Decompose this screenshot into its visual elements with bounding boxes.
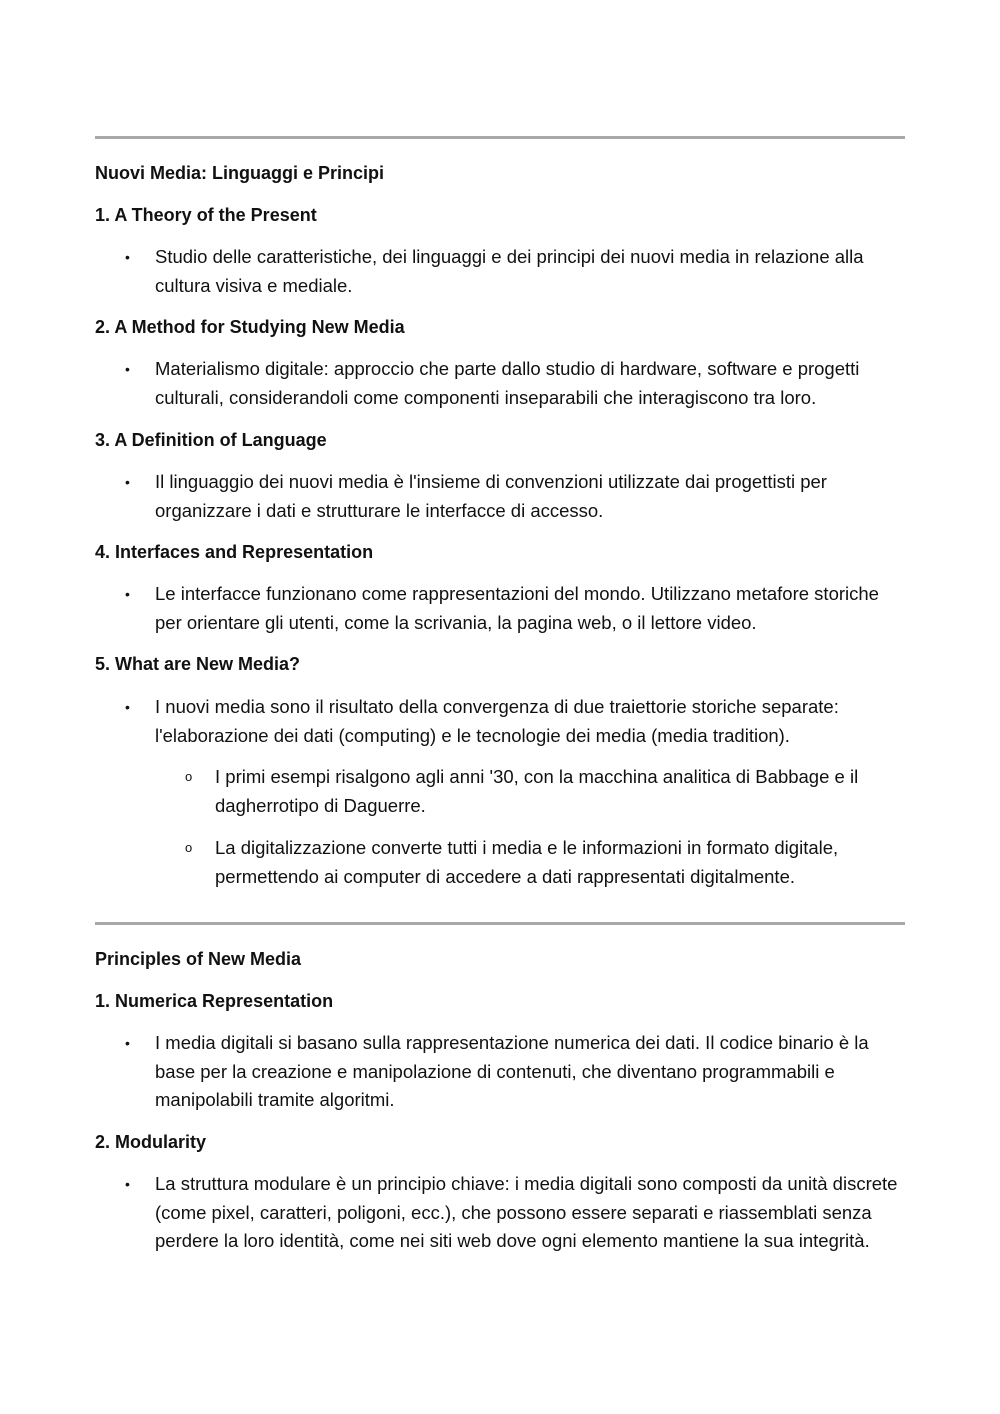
list-item: La struttura modulare è un principio chiave: i media digitali sono composti da unità discrete (come pixel, caratteri, poligoni, ecc.), che possono essere separati e riassemblati senza perdere la loro identità, come nei siti web dove ogni elemento mantiene la sua integrità. — [155, 1173, 898, 1251]
horizontal-rule — [95, 136, 905, 139]
section-heading: 2. A Method for Studying New Media — [95, 317, 405, 337]
section-title: Nuovi Media: Linguaggi e Principi — [95, 163, 385, 183]
bullet-icon: • — [125, 474, 130, 490]
section-title: Principles of New Media — [95, 949, 302, 969]
list-item: Studio delle caratteristiche, dei linguaggi e dei principi dei nuovi media in relazione alla cultura visiva e mediale. — [155, 246, 864, 296]
bullet-icon: • — [125, 249, 130, 265]
sub-list-item: La digitalizzazione converte tutti i media e le informazioni in formato digitale, permettendo ai computer di accedere a dati rappresentati digitalmente. — [215, 837, 839, 887]
section-heading: 3. A Definition of Language — [95, 430, 327, 450]
section-heading: 1. A Theory of the Present — [95, 205, 317, 225]
bullet-icon: • — [125, 1176, 130, 1192]
bullet-icon: • — [125, 699, 130, 715]
list-item: Il linguaggio dei nuovi media è l'insieme di convenzioni utilizzate dai progettisti per organizzare i dati e strutturare le interfacce di accesso. — [155, 471, 827, 521]
section-heading: 2. Modularity — [95, 1132, 207, 1152]
sub-bullet-icon: o — [185, 769, 193, 784]
horizontal-rule — [95, 922, 905, 925]
list-item: I nuovi media sono il risultato della convergenza di due traiettorie storiche separate: l'elaborazione dei dati (computing) e le tecnologie dei media (media tradition). — [155, 696, 839, 746]
section-heading: 4. Interfaces and Representation — [95, 542, 374, 562]
list-item: I media digitali si basano sulla rappresentazione numerica dei dati. Il codice binario è la base per la creazione e manipolazione di contenuti, che diventano programmabili e manipolabili tramite algoritmi. — [155, 1032, 869, 1110]
section-heading: 5. What are New Media? — [95, 654, 301, 674]
bullet-icon: • — [125, 586, 130, 602]
list-item: Materialismo digitale: approccio che parte dallo studio di hardware, software e progetti culturali, considerandoli come componenti inseparabili che interagiscono tra loro. — [155, 358, 860, 408]
bullet-icon: • — [125, 361, 130, 377]
list-item: Le interfacce funzionano come rappresentazioni del mondo. Utilizzano metafore storiche per orientare gli utenti, come la scrivania, la pagina web, o il lettore video. — [155, 583, 879, 633]
sub-list-item: I primi esempi risalgono agli anni '30, con la macchina analitica di Babbage e il dagherrotipo di Daguerre. — [215, 766, 859, 816]
sub-bullet-icon: o — [185, 840, 193, 855]
bullet-icon: • — [125, 1035, 130, 1051]
section-heading: 1. Numerica Representation — [95, 991, 334, 1011]
